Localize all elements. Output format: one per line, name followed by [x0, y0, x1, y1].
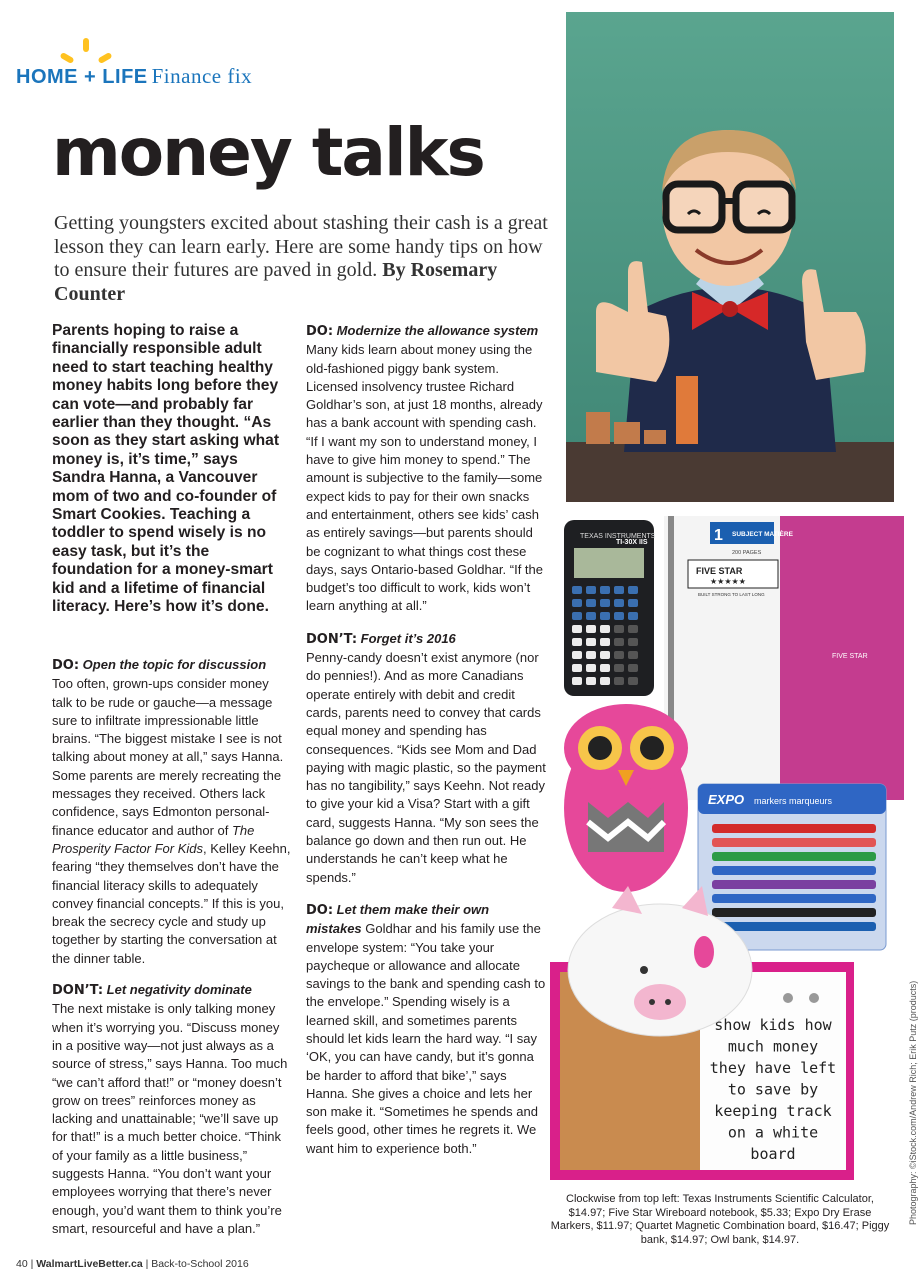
notebook-tagline: BUILT STRONG TO LAST LONG — [698, 592, 765, 597]
calculator-key — [572, 677, 582, 685]
tip-body-cont: , Kelley Keehn, fearing “they themselves don’t have the financial literacy skills to adequately convey financial concepts.” If this is you, break the secrecy cycle and study up together by starting the conversation at the dinner table. — [52, 840, 291, 966]
section-label — [16, 64, 252, 89]
calculator-key — [572, 625, 582, 633]
calculator-key — [600, 625, 610, 633]
tip-body: Penny-candy doesn’t exist anymore (nor do pennies!). And as more Canadians operate entirely with debit and credit cards, parents need to convey that cards equal money and spending has consequences. “Kids see Mom and Dad paying with magic plastic, so the payment has no tangibility,” says Keehn. Not ready to give your kid a Visa? Start with a gift card, suggests Hanna. “My son sees the balance go down and then run out. He understands he can’t keep what he spends.” — [306, 650, 546, 885]
tip-body: The next mistake is only talking money when it’s worrying you. “Discuss money in a positive way—not just always as a source of stress,” says Hanna. Too much “we can’t afford that!” or “money doesn’t grow on trees” reinforces money as lacking and unattainable; “we’ll save up for that!” is a much better choice. “Think of your family as a little business,” suggests Hanna. “You don’t want your employees worrying that there’s never enough, you’d want them to think you’re smart, resourceful and have a plan.” — [52, 1001, 288, 1236]
tip-paragraph — [52, 656, 292, 968]
products-caption: Clockwise from top left: Texas Instruments Scientific Calculator, $14.97; Five Star Wireboard notebook, $5.33; Expo Dry Erase Markers, $11.97; Quartet Magnetic Combination board, $16.47; Piggy bank, $14.97; Owl bank, $14.97. — [550, 1193, 890, 1246]
marker-brand: EXPO — [708, 792, 745, 807]
calculator-key — [614, 625, 624, 633]
calculator-key — [614, 586, 624, 594]
calculator-key — [600, 612, 610, 620]
calculator-key — [586, 625, 596, 633]
calculator-key — [614, 651, 624, 659]
calculator-key — [600, 677, 610, 685]
tip-paragraph — [306, 630, 546, 887]
notebook-stars: ★★★★★ — [710, 577, 746, 586]
whiteboard-line: much money — [727, 1037, 819, 1056]
tip-paragraph — [52, 981, 292, 1238]
calculator-brand: TEXAS INSTRUMENTS — [580, 533, 656, 540]
calculator-key — [586, 677, 596, 685]
tip-heading: DO: Modernize the allowance system — [306, 323, 539, 339]
whiteboard-line: they have left — [709, 1059, 837, 1077]
calculator-model: TI-30X IIS — [616, 539, 648, 546]
calculator-key — [572, 638, 582, 646]
notebook-brand: FIVE STAR — [696, 566, 743, 576]
whiteboard-text — [710, 1016, 836, 1163]
calculator-key — [586, 638, 596, 646]
article-dek — [54, 212, 554, 306]
calculator-key — [628, 612, 638, 620]
calculator-key — [586, 599, 596, 607]
whiteboard-line: to save by — [727, 1080, 819, 1099]
footer-site: WalmartLiveBetter.ca — [36, 1258, 143, 1270]
products-collage — [548, 512, 910, 1188]
marker-pen — [712, 894, 876, 903]
calculator-key — [600, 599, 610, 607]
whiteboard-line: board — [750, 1145, 796, 1163]
calculator-key — [586, 586, 596, 594]
marker-pen — [712, 866, 876, 875]
boy-thumbs-up-illustration — [566, 12, 894, 502]
calculator-key — [614, 599, 624, 607]
calculator-key — [628, 625, 638, 633]
dek-text: Getting youngsters excited about stashing their cash is a great lesson they can learn early. Here are some handy tips on how to ensure their futures are paved in gold. — [54, 212, 548, 281]
whiteboard-line: on a white — [727, 1123, 819, 1142]
subsection-name: Finance fix — [151, 64, 253, 88]
calculator-key — [586, 612, 596, 620]
tip-paragraph — [306, 901, 546, 1158]
calculator-key — [600, 638, 610, 646]
calculator-key — [572, 599, 582, 607]
calculator-key — [600, 586, 610, 594]
byline: By Rosemary Counter — [54, 259, 498, 305]
owl-bank-product — [564, 704, 688, 892]
whiteboard-line: keeping track — [714, 1102, 832, 1120]
tip-body: Many kids learn about money using the old-fashioned piggy bank system. Licensed insolvency trustee Richard Goldhar’s son, at just 18 months, already has a bank account with spending cash. “If I want my son to understand money, I have to give him money to spend.” The amount is subjective to the family—some expect kids to pay for their own snacks and entertainment, others see kids’ cash as entirely savings—but parents should be cognizant to what things cost these days, says Ontario-based Goldhar. “If the budget’s too difficult to work, kids won’t learn anything at all.” — [306, 342, 544, 614]
calculator-key — [628, 664, 638, 672]
calculator-key — [600, 664, 610, 672]
page-footer: 40 | WalmartLiveBetter.ca | Back-to-School 2016 — [16, 1258, 249, 1270]
tip-heading: DON’T: Forget it’s 2016 — [306, 630, 456, 647]
calculator-key — [614, 638, 624, 646]
marker-pen — [712, 908, 876, 917]
calculator-key — [572, 586, 582, 594]
notebook-count: 1 — [714, 527, 723, 544]
notebook-subject: SUBJECT MATIÈRE — [732, 531, 793, 538]
calculator-key — [614, 664, 624, 672]
calculator-key — [628, 599, 638, 607]
article-headline: money talks — [52, 114, 484, 191]
book-title: The Prosperity Factor For Kids — [52, 822, 255, 856]
marker-label: markers marqueurs — [754, 796, 833, 806]
calculator-key — [628, 586, 638, 594]
calculator-key — [628, 651, 638, 659]
calculator-key — [572, 664, 582, 672]
notebook-pages: 200 PAGES — [732, 550, 762, 556]
whiteboard-line: show kids how — [714, 1016, 832, 1034]
calculator-key — [572, 612, 582, 620]
calculator-key — [628, 677, 638, 685]
tip-heading: DO: Open the topic for discussion — [52, 657, 267, 673]
marker-pen — [712, 838, 876, 847]
hero-photo — [566, 12, 894, 502]
column-left — [52, 656, 292, 1250]
calculator-key — [614, 677, 624, 685]
calculator-key — [586, 664, 596, 672]
page-number: 40 — [16, 1258, 28, 1270]
footer-issue: Back-to-School 2016 — [151, 1258, 249, 1270]
tip-body: Too often, grown-ups consider money talk to be rude or gauche—a message sure to infiltrate impressionable little brains. “The biggest mistake I see is not talking about money at all,” says Hanna. Some parents are merely recreating the messages they received. Others lack confidence, says Edmonton personal-finance educator and author of — [52, 676, 284, 838]
tip-body: Goldhar and his family use the envelope system: “You take your paycheque or allowance and allocate savings to the bank and spending cash to the envelope.” Spending wisely is a learned skill, and sometimes parents should let kids learn the hard way. “I say ‘OK, you can have candy, but it’s gonna be harder to afford that bike’,” says Hanna. She gives a choice and lets her son make it. “Sometimes he spends and feels good, other times he regrets it. We want him to experience both.” — [306, 921, 546, 1156]
marker-pen — [712, 824, 876, 833]
tip-heading: DON’T: Let negativity dominate — [52, 982, 252, 999]
notebook-product — [664, 516, 904, 800]
column-right — [306, 322, 546, 1170]
marker-pen — [712, 880, 876, 889]
calculator-key — [600, 651, 610, 659]
marker-pen — [712, 922, 876, 931]
calculator-key — [586, 651, 596, 659]
tip-heading: DO: Let them make their own mistakes — [306, 901, 490, 937]
notebook-cover-brand: FIVE STAR — [832, 653, 868, 660]
tip-paragraph — [306, 322, 546, 616]
section-name: HOME + LIFE — [16, 66, 148, 88]
calculator-product — [564, 520, 656, 696]
calculator-key — [628, 638, 638, 646]
calculator-key — [572, 651, 582, 659]
photo-credit: Photography: ©iStock.com/Andrew Rich; Erik Putz (products) — [908, 980, 918, 1225]
lead-paragraph: Parents hoping to raise a financially responsible adult need to start teaching healthy money habits long before they can vote—and probably far earlier than they thought. “As soon as they start asking what money is, it’s time,” says Sandra Hanna, a Vancouver mom of two and co-founder of Smart Cookies. Teaching a toddler to spend wisely is no easy task, but it’s the foundation for a money-smart kid and a lifetime of financial literacy. Here’s how it’s done. — [52, 322, 280, 616]
marker-pen — [712, 852, 876, 861]
calculator-key — [614, 612, 624, 620]
